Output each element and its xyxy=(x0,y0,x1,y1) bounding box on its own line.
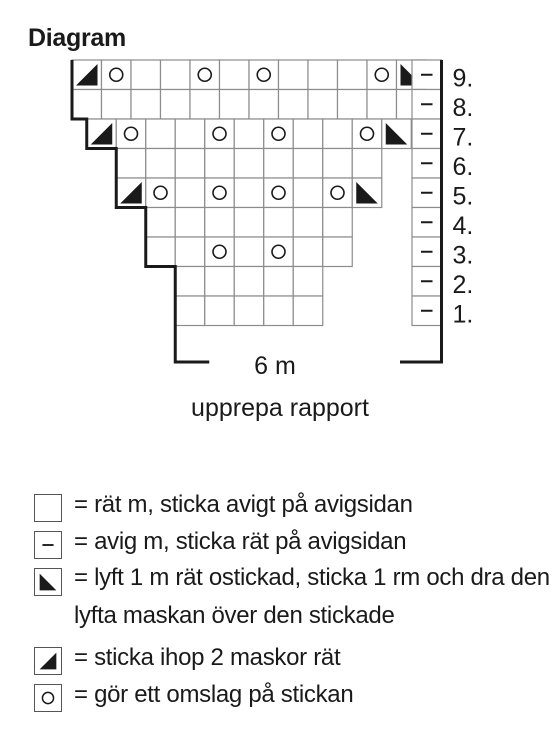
chart-cell xyxy=(279,90,309,120)
row-number: 2. xyxy=(452,271,474,299)
chart-cell xyxy=(293,296,323,326)
chart-cell xyxy=(249,90,279,120)
legend xyxy=(34,488,554,715)
chart-cell xyxy=(293,178,323,208)
row-number: 4. xyxy=(452,212,474,240)
chart-cell xyxy=(205,149,235,179)
row-number: 7. xyxy=(452,123,474,152)
legend-item-purl xyxy=(34,525,554,562)
chart-cell xyxy=(293,208,323,238)
row-number: 8. xyxy=(452,94,474,122)
legend-item-knit xyxy=(34,488,554,525)
row-number: 5. xyxy=(452,182,474,211)
chart-cell xyxy=(352,119,382,149)
chart-cell xyxy=(146,178,176,208)
row-number: 6. xyxy=(452,153,474,181)
chart-cell xyxy=(234,237,264,267)
chart-cell xyxy=(234,178,264,208)
chart-cell xyxy=(234,267,264,297)
chart-cell xyxy=(175,149,205,179)
legend-text: = avig m, sticka rät på avigsidan xyxy=(74,528,407,555)
stitch-count-label: 6 m xyxy=(254,352,296,380)
chart-cell xyxy=(323,208,353,238)
chart-cell xyxy=(264,149,294,179)
chart-cell xyxy=(308,90,338,120)
chart-cell xyxy=(175,208,205,238)
chart-cell xyxy=(264,237,294,267)
chart-cell xyxy=(323,178,353,208)
chart-cell xyxy=(264,208,294,238)
chart-cell xyxy=(190,90,220,120)
chart-cell xyxy=(367,90,397,120)
chart-cell xyxy=(131,60,161,90)
yarn-over-symbol-icon xyxy=(34,684,62,712)
legend-text: = rät m, sticka avigt på avigsidan xyxy=(74,491,413,518)
chart-cell xyxy=(175,178,205,208)
purl-symbol-icon xyxy=(34,531,62,559)
chart-cell xyxy=(279,60,309,90)
chart-cell xyxy=(249,60,279,90)
chart-cell xyxy=(323,237,353,267)
chart-cell xyxy=(264,119,294,149)
chart-cell xyxy=(264,178,294,208)
chart-cell xyxy=(146,149,176,179)
chart-cell xyxy=(116,149,146,179)
chart-cell xyxy=(190,60,220,90)
chart-cell xyxy=(338,60,368,90)
chart-cell xyxy=(323,119,353,149)
legend-item-skpo xyxy=(34,562,554,641)
knit-symbol-icon xyxy=(34,494,62,522)
chart-cell xyxy=(293,237,323,267)
row-number: 1. xyxy=(452,300,474,329)
row-number: 3. xyxy=(452,241,474,270)
row-number: 9. xyxy=(452,64,474,93)
chart-cell xyxy=(72,90,102,120)
chart-cell xyxy=(175,237,205,267)
chart-cell xyxy=(175,267,205,297)
chart-cell xyxy=(293,149,323,179)
chart-cell xyxy=(293,119,323,149)
chart-cell xyxy=(146,119,176,149)
chart-cell xyxy=(293,267,323,297)
chart-cell xyxy=(234,208,264,238)
chart-cell xyxy=(146,237,176,267)
chart-cell xyxy=(146,208,176,238)
chart-cell xyxy=(234,119,264,149)
skpo-symbol-icon xyxy=(34,568,62,596)
chart-cell xyxy=(102,60,132,90)
chart-cell xyxy=(131,90,161,120)
chart-cell xyxy=(323,149,353,179)
chart-cell xyxy=(102,90,132,120)
chart-cell xyxy=(205,208,235,238)
chart-cell xyxy=(367,60,397,90)
chart-cell xyxy=(205,119,235,149)
chart-cell xyxy=(220,90,250,120)
chart-cell xyxy=(205,267,235,297)
chart-cell xyxy=(116,119,146,149)
chart-cell xyxy=(205,296,235,326)
legend-text: = gör ett omslag på stickan xyxy=(74,681,354,708)
chart-cell xyxy=(175,119,205,149)
chart-cell xyxy=(205,237,235,267)
repeat-label: upprepa rapport xyxy=(191,394,369,422)
chart-cell xyxy=(161,60,191,90)
legend-item-yo xyxy=(34,678,554,715)
chart-cell xyxy=(264,267,294,297)
chart-cell xyxy=(234,296,264,326)
diagram-title: Diagram xyxy=(28,24,126,52)
chart-cell xyxy=(338,90,368,120)
chart-cell xyxy=(352,149,382,179)
chart-cell xyxy=(220,60,250,90)
chart-cell xyxy=(264,296,294,326)
k2tog-symbol-icon xyxy=(34,647,62,675)
chart-cell xyxy=(161,90,191,120)
legend-text: = lyft 1 m rät ostickad, sticka 1 rm och dra den lyfta maskan över den stickade xyxy=(74,564,550,629)
legend-text: = sticka ihop 2 maskor rät xyxy=(74,644,341,671)
chart-cell xyxy=(308,60,338,90)
legend-item-k2tog xyxy=(34,641,554,678)
chart-cell xyxy=(175,296,205,326)
chart-cell xyxy=(234,149,264,179)
chart-cell xyxy=(205,178,235,208)
